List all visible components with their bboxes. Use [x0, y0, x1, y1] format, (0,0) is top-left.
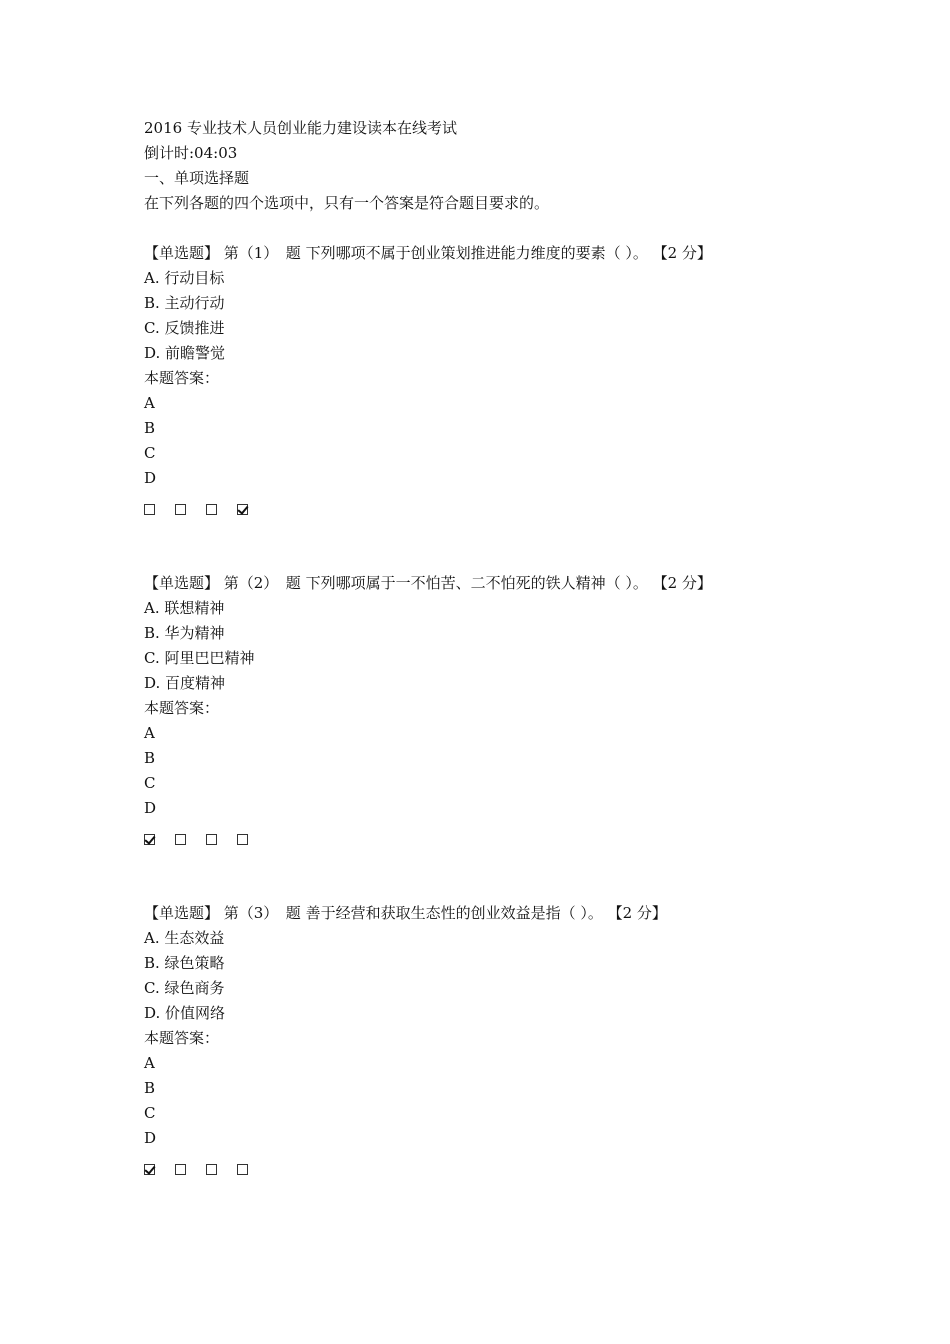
question-stem: 【单选题】 第（1） 题 下列哪项不属于创业策划推进能力维度的要素（ ）。 【2 分】: [144, 244, 712, 262]
answer-choice-d: D: [144, 469, 157, 487]
answer-label: 本题答案：: [144, 699, 220, 717]
checkbox-a[interactable]: [144, 1164, 155, 1175]
answer-checkboxes: [144, 831, 844, 847]
exam-page: [144, 116, 844, 1177]
option-c: C. 绿色商务: [144, 979, 225, 997]
option-b: B. 华为精神: [144, 624, 225, 642]
option-c: C. 反馈推进: [144, 319, 225, 337]
answer-checkboxes: [144, 1161, 844, 1177]
checkbox-b[interactable]: [175, 1164, 186, 1175]
checkbox-b[interactable]: [175, 834, 186, 845]
checkbox-d[interactable]: [237, 1164, 248, 1175]
answer-choice-a: A: [144, 1054, 155, 1072]
exam-title: 2016 专业技术人员创业能力建设读本在线考试: [144, 119, 457, 137]
checkbox-c[interactable]: [206, 1164, 217, 1175]
answer-choice-c: C: [144, 1104, 156, 1122]
option-b: B. 绿色策略: [144, 954, 225, 972]
answer-choice-a: A: [144, 724, 155, 742]
option-a: A. 联想精神: [144, 599, 225, 617]
question-3: [144, 901, 844, 1177]
option-a: A. 行动目标: [144, 269, 225, 287]
section-instruction: 在下列各题的四个选项中，只有一个答案是符合题目要求的。: [144, 194, 550, 212]
option-a: A. 生态效益: [144, 929, 225, 947]
checkbox-a[interactable]: [144, 504, 155, 515]
checkbox-d[interactable]: [237, 504, 248, 515]
countdown-timer: 倒计时:04:03: [144, 144, 238, 162]
answer-checkboxes: [144, 501, 844, 517]
question-stem: 【单选题】 第（3） 题 善于经营和获取生态性的创业效益是指（ ）。 【2 分】: [144, 904, 667, 922]
option-d: D. 价值网络: [144, 1004, 226, 1022]
answer-choice-a: A: [144, 394, 155, 412]
question-1: [144, 241, 844, 517]
answer-choice-d: D: [144, 1129, 157, 1147]
answer-label: 本题答案：: [144, 1029, 220, 1047]
option-d: D. 前瞻警觉: [144, 344, 226, 362]
answer-choice-c: C: [144, 444, 156, 462]
answer-choice-b: B: [144, 1079, 156, 1097]
answer-choice-b: B: [144, 749, 156, 767]
question-stem: 【单选题】 第（2） 题 下列哪项属于一不怕苦、二不怕死的铁人精神（ ）。 【2 分】: [144, 574, 712, 592]
answer-choice-c: C: [144, 774, 156, 792]
checkbox-b[interactable]: [175, 504, 186, 515]
answer-choice-b: B: [144, 419, 156, 437]
section-heading: 一、单项选择题: [144, 169, 250, 187]
checkbox-c[interactable]: [206, 504, 217, 515]
option-c: C. 阿里巴巴精神: [144, 649, 255, 667]
checkbox-c[interactable]: [206, 834, 217, 845]
answer-choice-d: D: [144, 799, 157, 817]
checkbox-a[interactable]: [144, 834, 155, 845]
checkbox-d[interactable]: [237, 834, 248, 845]
answer-label: 本题答案：: [144, 369, 220, 387]
option-b: B. 主动行动: [144, 294, 225, 312]
option-d: D. 百度精神: [144, 674, 226, 692]
question-2: [144, 571, 844, 847]
